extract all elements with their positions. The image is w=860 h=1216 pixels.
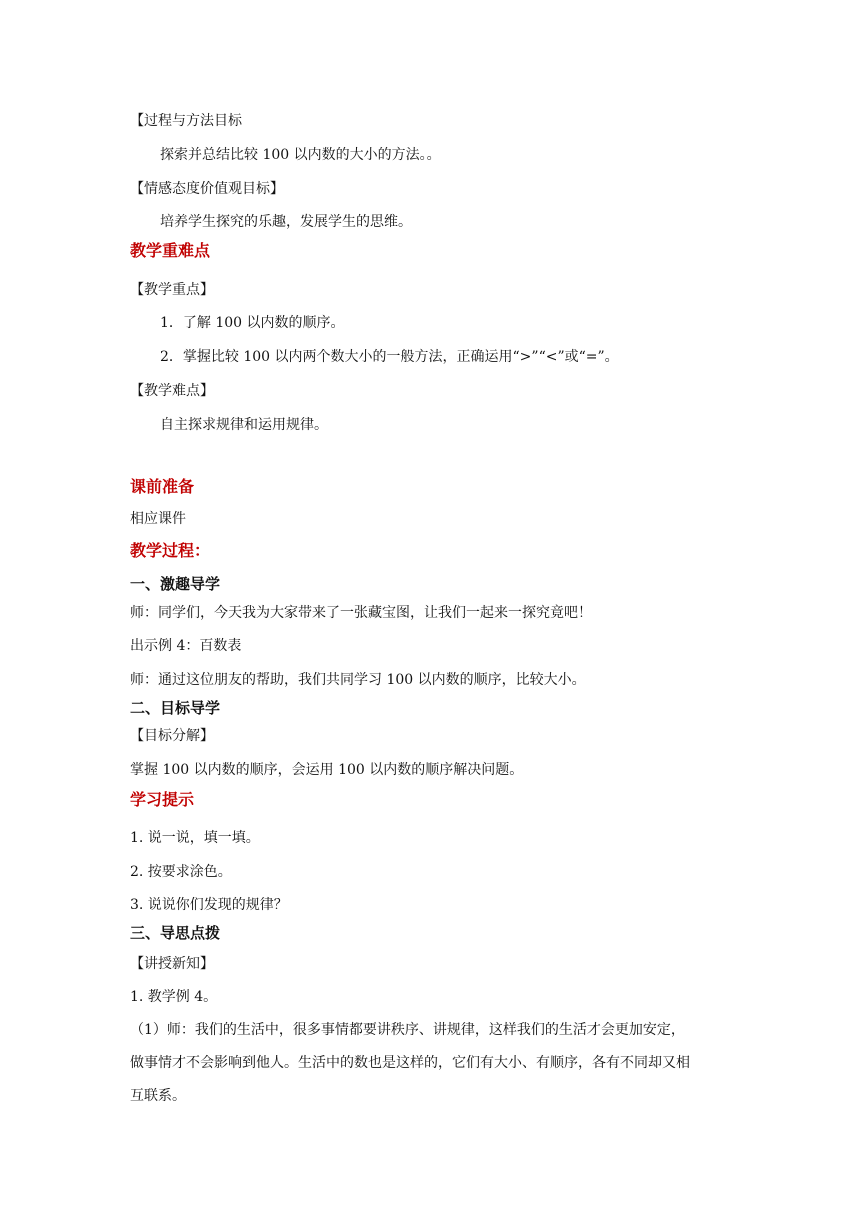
new-knowledge-label: 【讲授新知】 (130, 956, 214, 972)
key-difficult-heading: 教学重难点 (130, 241, 211, 260)
process-goal-label: 【过程与方法目标 (130, 113, 242, 129)
goal-split-label: 【目标分解】 (130, 728, 214, 744)
key-points-label: 【教学重点】 (130, 282, 214, 298)
process-heading: 教学过程： (130, 541, 211, 560)
section3-title: 三、导思点拨 (130, 924, 221, 942)
key-point-item: 2．掌握比较 100 以内两个数大小的一般方法，正确运用“>”“<”或“=”。 (160, 349, 619, 365)
section1-title: 一、激趣导学 (130, 575, 221, 593)
example-label: 1. 教学例 4。 (130, 989, 218, 1005)
study-tip-item: 2. 按要求涂色。 (130, 864, 232, 880)
paragraph-line: （1）师：我们的生活中，很多事情都要讲秩序、讲规律，这样我们的生活才会更加安定， (130, 1022, 685, 1038)
emotion-goal-text: 培养学生探究的乐趣，发展学生的思维。 (160, 214, 412, 230)
study-tips-heading: 学习提示 (130, 790, 195, 809)
paragraph-line: 互联系。 (130, 1088, 186, 1104)
study-tip-item: 1. 说一说，填一填。 (130, 830, 260, 846)
key-point-item: 1．了解 100 以内数的顺序。 (160, 315, 345, 331)
difficult-text: 自主探求规律和运用规律。 (160, 417, 328, 433)
section1-line: 出示例 4：百数表 (130, 638, 242, 654)
section1-line: 师：同学们，今天我为大家带来了一张藏宝图，让我们一起来一探究竟吧！ (130, 605, 592, 621)
prep-text: 相应课件 (130, 511, 186, 527)
difficult-label: 【教学难点】 (130, 383, 214, 399)
emotion-goal-label: 【情感态度价值观目标】 (130, 181, 284, 197)
section1-line: 师：通过这位朋友的帮助，我们共同学习 100 以内数的顺序，比较大小。 (130, 672, 586, 688)
process-goal-text: 探索并总结比较 100 以内数的大小的方法。。 (160, 147, 441, 163)
goal-split-text: 掌握 100 以内数的顺序，会运用 100 以内数的顺序解决问题。 (130, 762, 524, 778)
prep-heading: 课前准备 (130, 477, 195, 496)
section2-title: 二、目标导学 (130, 699, 221, 717)
paragraph-line: 做事情才不会影响到他人。生活中的数也是这样的，它们有大小、有顺序，各有不同却又相 (130, 1055, 690, 1071)
study-tip-item: 3. 说说你们发现的规律？ (130, 897, 288, 913)
